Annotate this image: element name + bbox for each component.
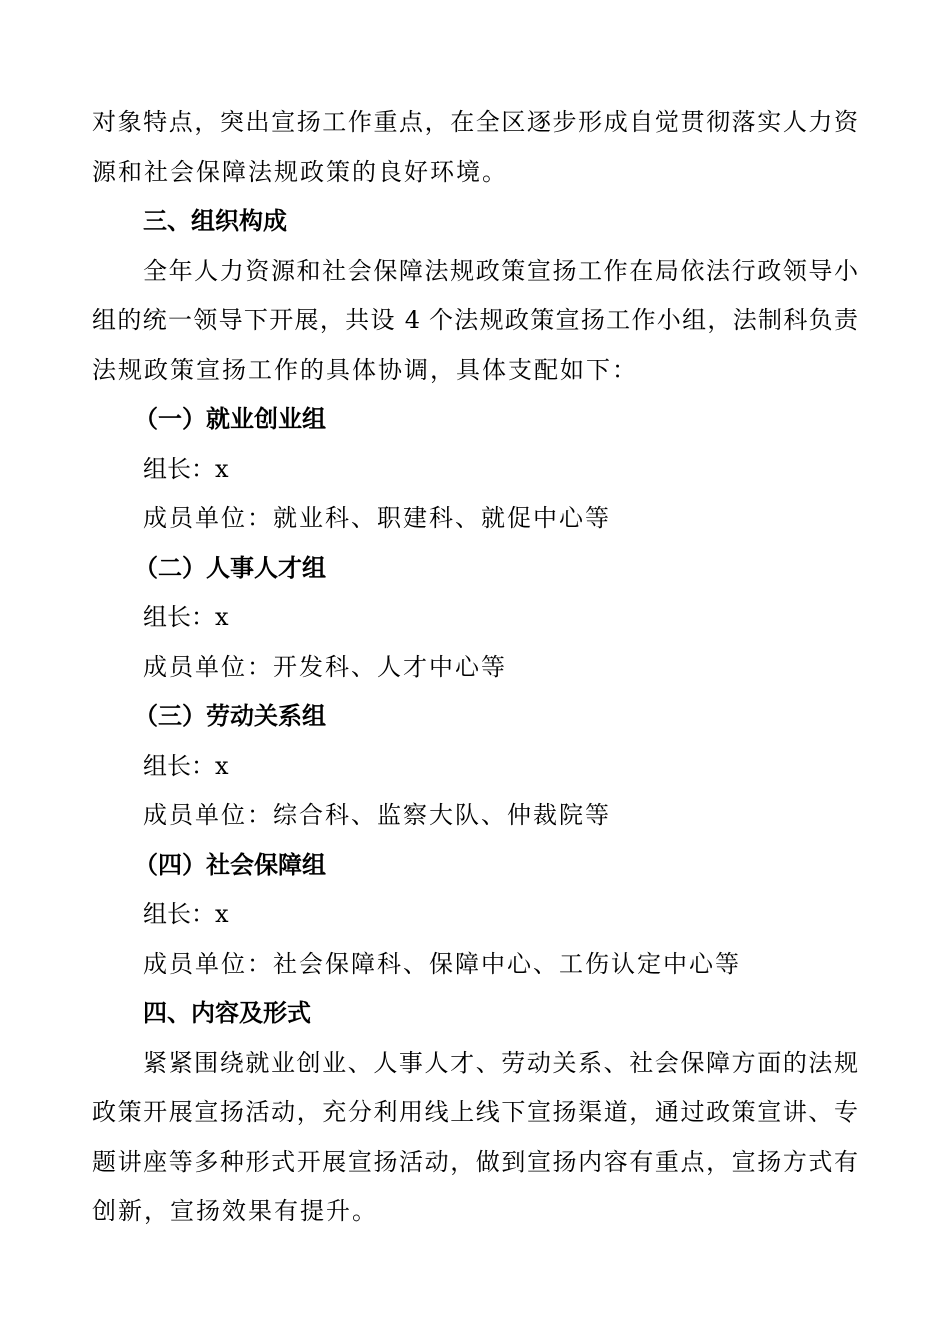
group-leader: 组长：x [143, 900, 229, 928]
body-text-line: 创新，宣扬效果有提升。 [92, 1197, 378, 1225]
body-text-line: 政策开展宣扬活动，充分利用线上线下宣扬渠道，通过政策宣讲、专 [92, 1098, 858, 1126]
group-heading: （四）社会保障组 [134, 850, 326, 879]
group-leader: 组长：x [143, 454, 229, 483]
body-text-line: 全年人力资源和社会保障法规政策宣扬工作在局依法行政领导小 [143, 256, 858, 285]
group-members: 成员单位：社会保障科、保障中心、工伤认定中心等 [143, 949, 741, 978]
group-members: 成员单位：开发科、人才中心等 [143, 652, 507, 681]
section-heading: 四、内容及形式 [143, 999, 311, 1027]
body-text-line: 紧紧围绕就业创业、人事人才、劳动关系、社会保障方面的法规 [143, 1048, 858, 1077]
group-heading: （二）人事人才组 [134, 553, 326, 582]
group-leader: 组长：x [143, 751, 229, 780]
group-leader: 组长：x [143, 603, 229, 631]
document-page [92, 98, 858, 1237]
body-text-line: 组的统一领导下开展，共设 4 个法规政策宣扬工作小组，法制科负责 [92, 306, 858, 334]
body-text-line: 题讲座等多种形式开展宣扬活动，做到宣扬内容有重点，宣扬方式有 [92, 1147, 858, 1176]
body-text-line: 对象特点，突出宣扬工作重点，在全区逐步形成自觉贯彻落实人力资 [92, 108, 858, 136]
section-heading: 三、组织构成 [143, 207, 287, 235]
group-members: 成员单位：就业科、职建科、就促中心等 [143, 504, 611, 532]
group-heading: （三）劳动关系组 [134, 702, 326, 730]
group-members: 成员单位：综合科、监察大队、仲裁院等 [143, 801, 611, 829]
group-heading: （一）就业创业组 [134, 405, 326, 433]
body-text-line: 源和社会保障法规政策的良好环境。 [92, 157, 508, 186]
body-text-line: 法规政策宣扬工作的具体协调，具体支配如下： [92, 355, 638, 384]
